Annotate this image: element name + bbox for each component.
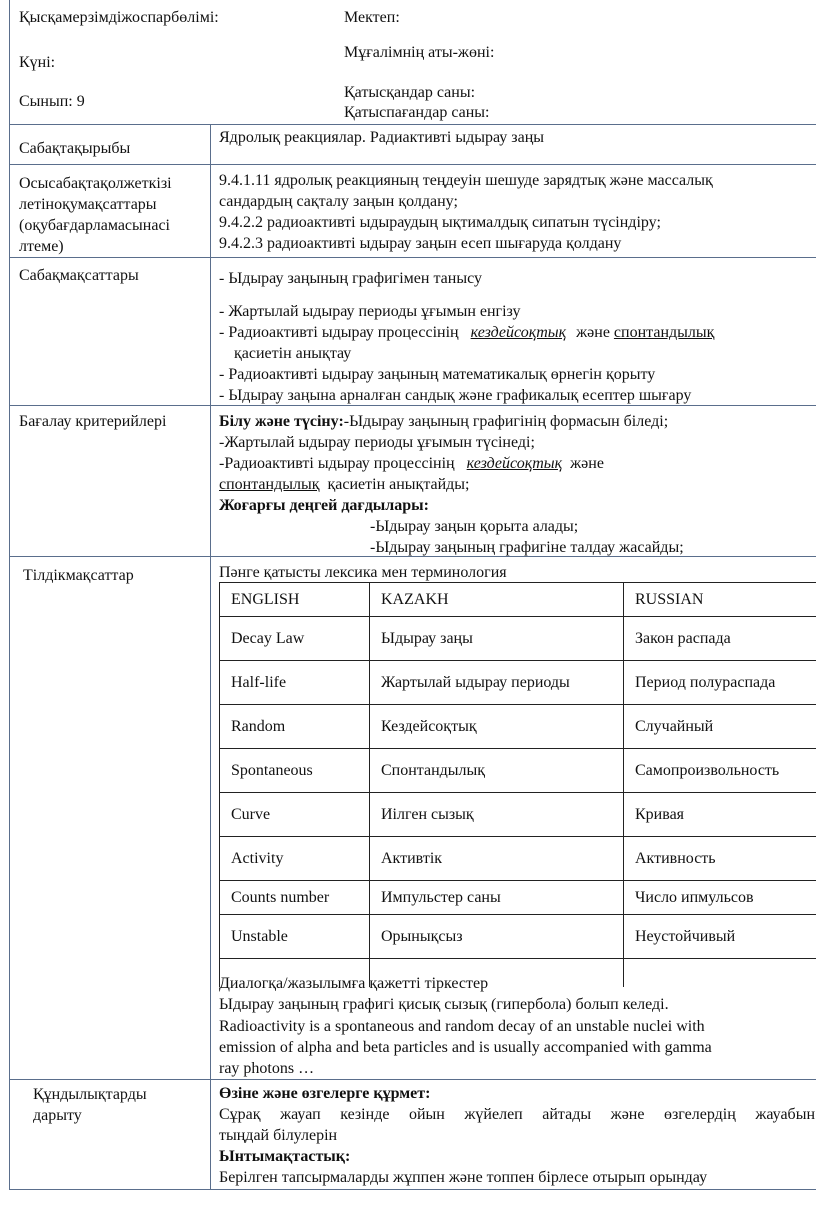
vocab-cell: Случайный bbox=[624, 705, 816, 749]
table-border-bottom bbox=[9, 1189, 816, 1190]
objectives-label-line: (оқубағдарламасынасі bbox=[19, 217, 170, 234]
objective-line: сандардың сақталу заңын қолдану; bbox=[219, 193, 458, 210]
vocab-header-cell: KAZAKH bbox=[370, 583, 624, 617]
row-divider bbox=[9, 124, 816, 125]
goal-spontaneous-term: спонтандылық bbox=[613, 324, 715, 341]
assessment-text: қасиетін анықтайды; bbox=[323, 476, 470, 493]
vocab-cell: Кривая bbox=[624, 793, 816, 837]
higher-skills-title: Жоғарғы деңгей дағдылары: bbox=[219, 497, 429, 514]
row-divider bbox=[9, 1079, 816, 1080]
row-divider bbox=[9, 164, 816, 165]
assessment-line bbox=[219, 411, 668, 432]
present-count-label: Қатысқандар саны: bbox=[344, 84, 476, 101]
vocab-cell: Random bbox=[220, 705, 370, 749]
row-divider bbox=[9, 257, 816, 258]
vocab-cell: Ыдырау заңы bbox=[370, 617, 624, 661]
lesson-goal-item bbox=[219, 322, 714, 343]
vocab-empty-cell bbox=[624, 959, 816, 987]
vocab-cell: Spontaneous bbox=[220, 749, 370, 793]
higher-skill-item: -Ыдырау заңын қорыта алады; bbox=[370, 518, 579, 535]
teacher-label: Мұғалімнің аты-жөні: bbox=[344, 44, 495, 61]
lesson-goal-item: - Ыдырау заңына арналған сандық және графикалық есептер шығару bbox=[219, 387, 692, 404]
vocab-cell: Unstable bbox=[220, 915, 370, 959]
respect-title: Өзіне және өзгелерге құрмет: bbox=[219, 1085, 431, 1102]
dialog-line: ray photons … bbox=[219, 1060, 315, 1077]
subject-label: Қысқамерзімдіжоспарбөлімі: bbox=[19, 9, 219, 26]
lesson-goal-item: - Жартылай ыдырау периоды ұғымын енгізу bbox=[219, 303, 521, 320]
respect-text: Сұрақ жауап кезінде ойын жүйелеп айтады және өзгелердің жауабын bbox=[219, 1106, 815, 1123]
lesson-goal-item-cont: қасиетін анықтау bbox=[234, 345, 352, 362]
table-divider-column bbox=[210, 125, 211, 1190]
vocab-row bbox=[220, 915, 816, 959]
vocab-cell: Орынықсыз bbox=[370, 915, 624, 959]
assessment-line bbox=[219, 474, 470, 495]
cooperation-title: Ынтымақтастық: bbox=[219, 1148, 351, 1165]
vocab-cell: Спонтандылық bbox=[370, 749, 624, 793]
vocab-header-cell: ENGLISH bbox=[220, 583, 370, 617]
higher-skill-item: -Ыдырау заңының графигіне талдау жасайды; bbox=[370, 539, 684, 556]
vocab-cell: Период полураспада bbox=[624, 661, 816, 705]
assessment-text: және bbox=[566, 455, 604, 472]
objective-line: 9.4.2.3 радиоактивті ыдырау заңын есеп шығаруда қолдану bbox=[219, 235, 622, 252]
vocab-cell: Кездейсоқтық bbox=[370, 705, 624, 749]
vocab-cell: Закон распада bbox=[624, 617, 816, 661]
respect-text: тыңдай білулерін bbox=[219, 1127, 338, 1144]
vocab-row bbox=[220, 661, 816, 705]
school-label: Мектеп: bbox=[344, 9, 400, 26]
vocab-cell: Самопроизвольность bbox=[624, 749, 816, 793]
vocab-cell: Жартылай ыдырау периоды bbox=[370, 661, 624, 705]
dialog-title: Диалогқа/жазылымға қажетті тіркестер bbox=[219, 975, 489, 992]
dialog-line: Radioactivity is a spontaneous and random decay of an unstable nuclei with bbox=[219, 1018, 705, 1035]
vocab-cell: Curve bbox=[220, 793, 370, 837]
assessment-line bbox=[219, 453, 604, 474]
cooperation-text: Берілген тапсырмаларды жұппен және топпен бірлесе отырып орындау bbox=[219, 1169, 708, 1186]
goal-random-term: кездейсоқтық bbox=[470, 324, 567, 341]
vocab-cell: Activity bbox=[220, 837, 370, 881]
assessment-line: -Жартылай ыдырау периоды ұғымын түсінеді; bbox=[219, 434, 535, 451]
absent-count-label: Қатыспағандар саны: bbox=[344, 104, 490, 121]
vocab-cell: Неустойчивый bbox=[624, 915, 816, 959]
vocab-cell: Число ипмульсов bbox=[624, 881, 816, 915]
language-goals-label: Тілдікмақсаттар bbox=[23, 567, 134, 584]
vocab-title: Пәнге қатысты лексика мен терминология bbox=[219, 564, 507, 581]
know-text: -Ыдырау заңының графигінің формасын біледі; bbox=[343, 413, 669, 430]
vocab-cell: Иілген сызық bbox=[370, 793, 624, 837]
vocab-row bbox=[220, 749, 816, 793]
dialog-line: Ыдырау заңының графигі қисық сызық (гипербола) болып келеді. bbox=[219, 996, 669, 1013]
vocab-header-row bbox=[220, 583, 816, 617]
lesson-goal-item: - Радиоактивті ыдырау заңының математикалық өрнегін қорыту bbox=[219, 366, 656, 383]
topic-value: Ядролық реакциялар. Радиактивті ыдырау заңы bbox=[219, 129, 545, 146]
goal-text: - Радиоактивті ыдырау процессінің bbox=[219, 324, 463, 341]
know-title: Білу және түсіну: bbox=[219, 413, 344, 430]
objective-line: 9.4.2.2 радиоактивті ыдыраудың ықтималдық сипатын түсіндіру; bbox=[219, 214, 661, 231]
grade-label: Сынып: 9 bbox=[19, 93, 85, 110]
vocab-row bbox=[220, 705, 816, 749]
vocab-cell: Импульстер саны bbox=[370, 881, 624, 915]
objectives-label-line: лтеме) bbox=[19, 238, 64, 255]
topic-label: Сабақтақырыбы bbox=[19, 140, 131, 157]
dialog-line: emission of alpha and beta particles and is usually accompanied with gamma bbox=[219, 1039, 712, 1056]
vocab-row bbox=[220, 793, 816, 837]
vocabulary-table bbox=[219, 582, 816, 987]
assessment-random-term: кездейсоқтық bbox=[466, 455, 563, 472]
assessment-label: Бағалау критерийлері bbox=[19, 413, 167, 430]
vocab-row bbox=[220, 881, 816, 915]
date-label: Күні: bbox=[19, 54, 56, 71]
objectives-label-line: Осысабақтақолжеткізі bbox=[19, 175, 172, 192]
vocab-cell: Counts number bbox=[220, 881, 370, 915]
vocab-row bbox=[220, 617, 816, 661]
vocab-cell: Decay Law bbox=[220, 617, 370, 661]
assessment-text: -Радиоактивті ыдырау процессінің bbox=[219, 455, 459, 472]
goal-text: және bbox=[572, 324, 614, 341]
vocab-cell: Half-life bbox=[220, 661, 370, 705]
values-label-line: дарыту bbox=[33, 1107, 82, 1124]
vocab-row bbox=[220, 837, 816, 881]
assessment-spontaneous-term: спонтандылық bbox=[219, 476, 320, 493]
lesson-goals-label: Сабақмақсаттары bbox=[19, 267, 139, 284]
vocab-cell: Активность bbox=[624, 837, 816, 881]
lesson-goal-item: - Ыдырау заңының графигімен танысу bbox=[219, 270, 482, 287]
vocab-header-cell: RUSSIAN bbox=[624, 583, 816, 617]
table-border-left bbox=[9, 0, 10, 1190]
objectives-label-line: летіноқумақсаттары bbox=[19, 196, 157, 213]
values-label-line: Құндылықтарды bbox=[33, 1086, 147, 1103]
objective-line: 9.4.1.11 ядролық реакцияның теңдеуін шешуде зарядтық және массалық bbox=[219, 172, 713, 189]
vocab-cell: Активтік bbox=[370, 837, 624, 881]
